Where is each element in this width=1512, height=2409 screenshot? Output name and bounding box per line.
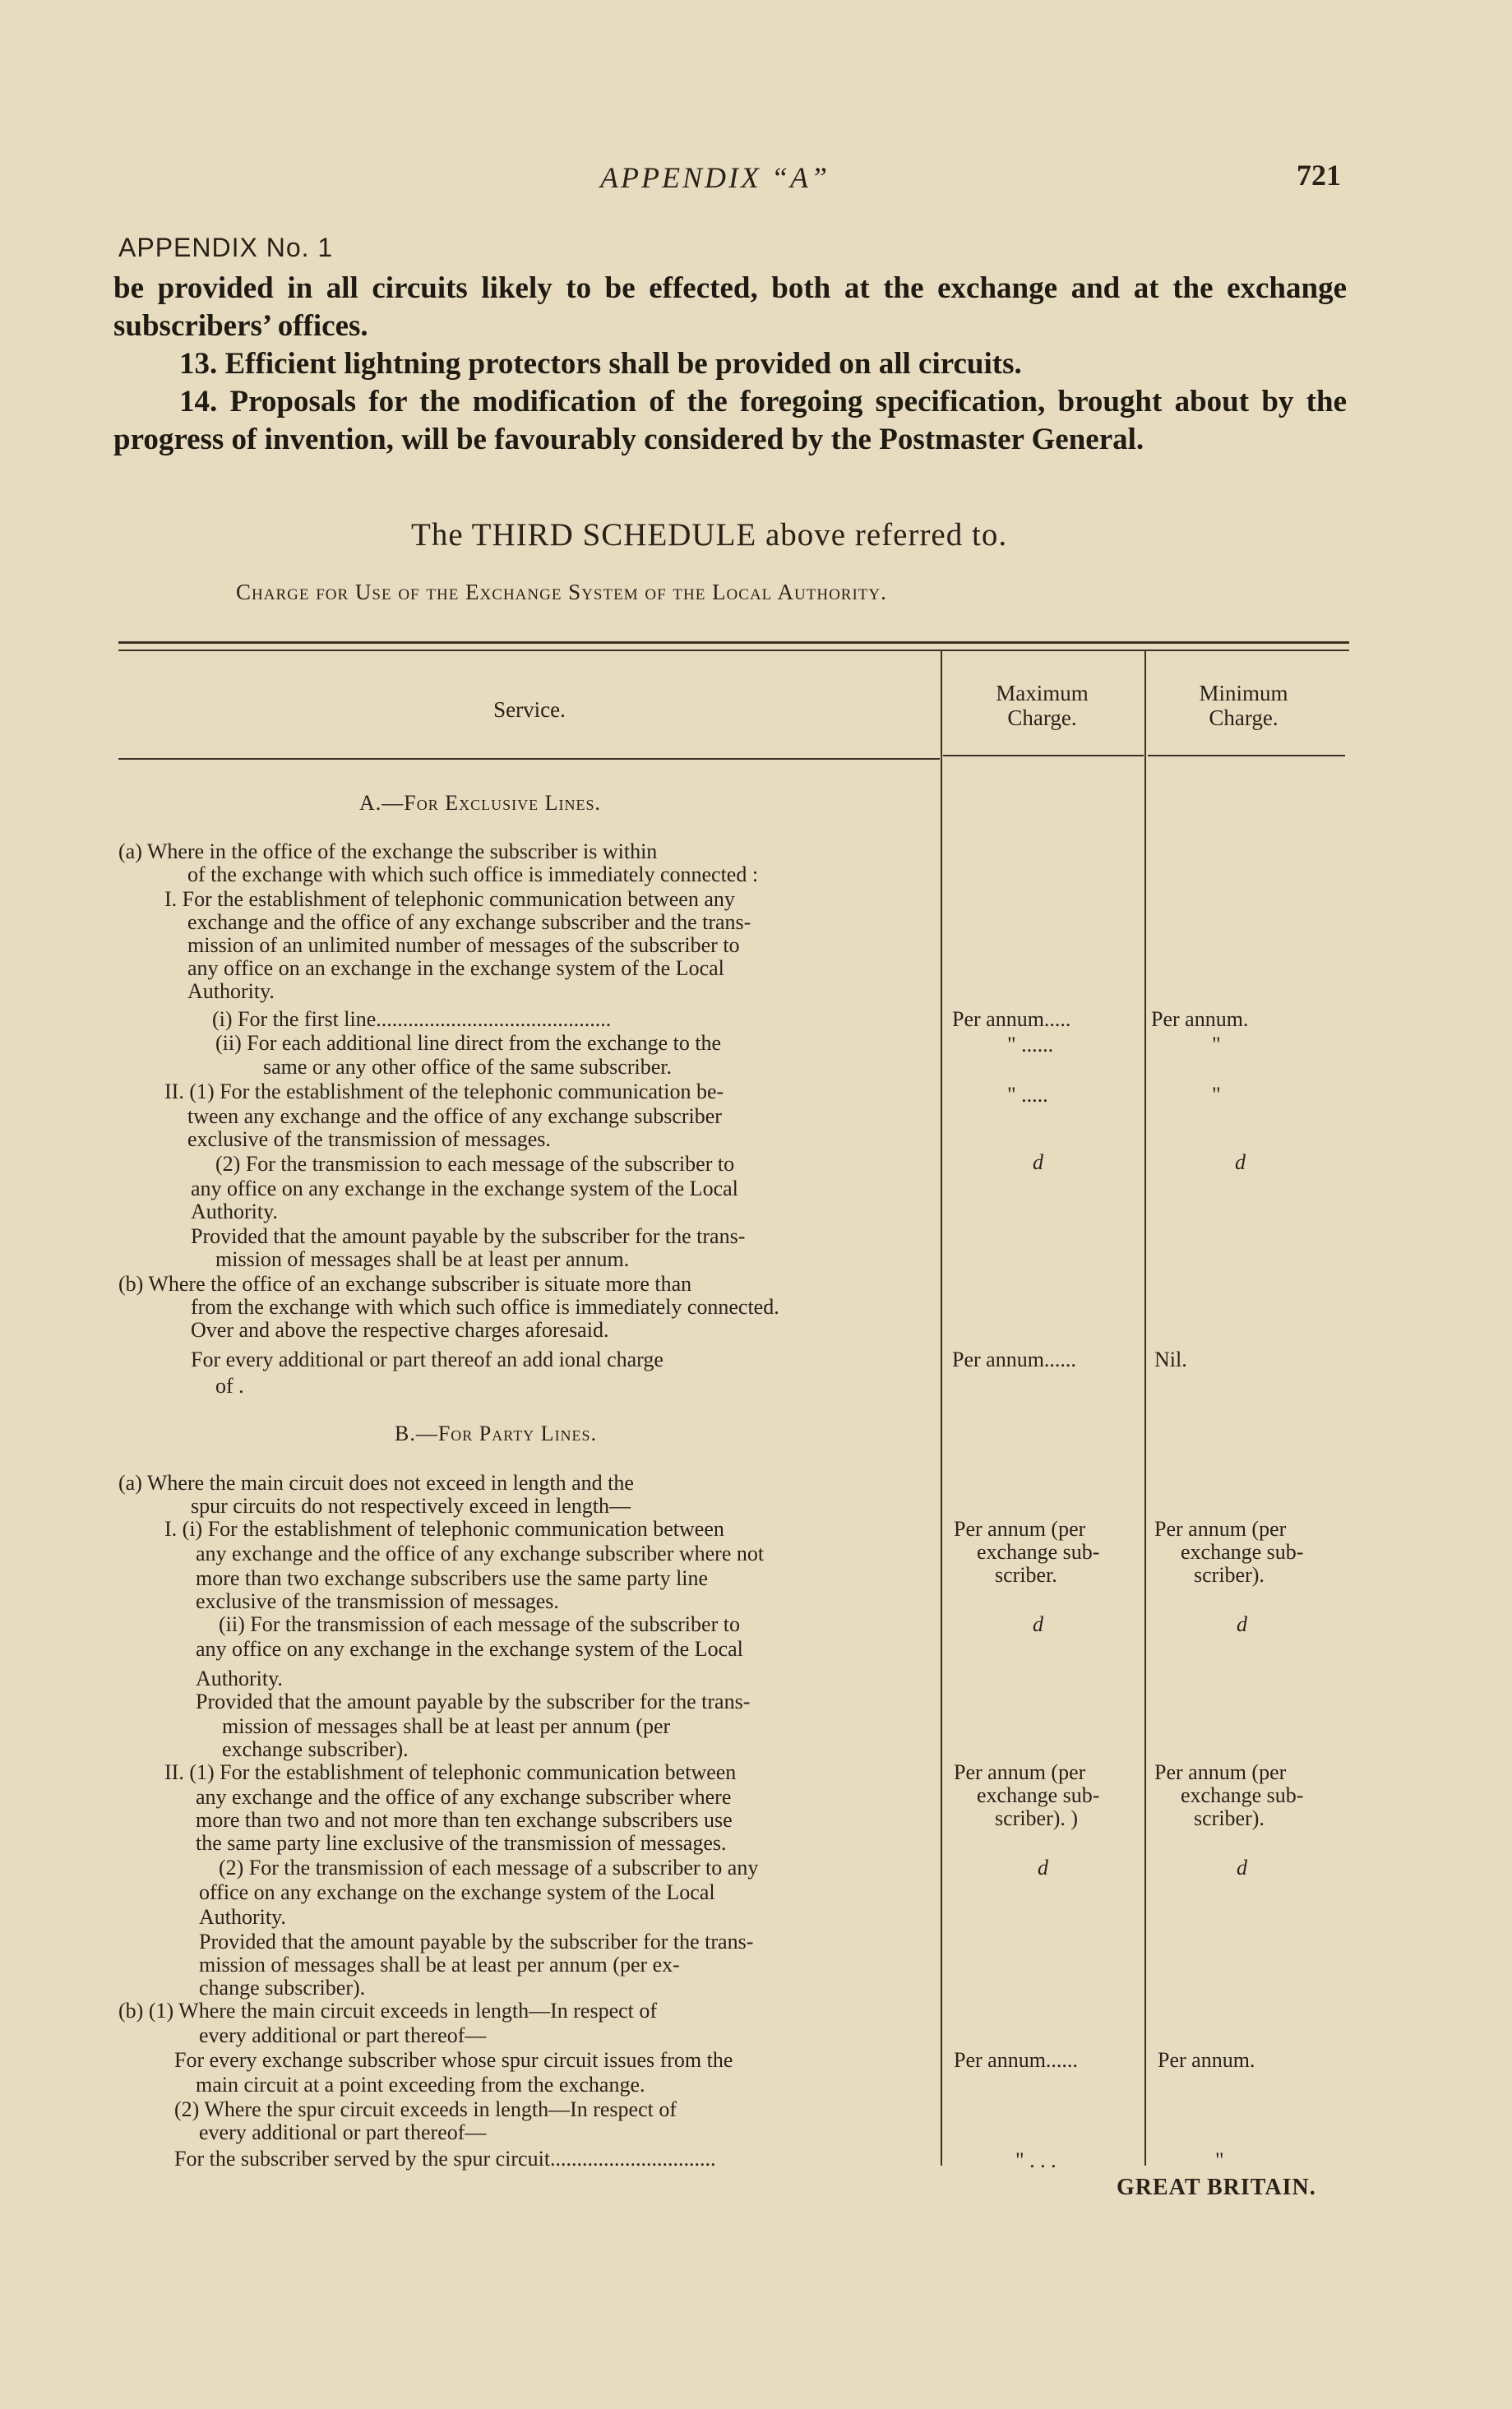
column-header-min: Minimum Charge. bbox=[1199, 681, 1288, 730]
table-row: same or any other office of the same subscriber. bbox=[263, 1055, 672, 1079]
max-charge: exchange sub- bbox=[977, 1540, 1100, 1564]
min-charge: d bbox=[1237, 1856, 1247, 1880]
table-row: mission of an unlimited number of messages of the subscriber to bbox=[187, 933, 740, 957]
min-charge: " bbox=[1212, 1033, 1221, 1057]
header-rule bbox=[118, 758, 940, 760]
table-row: II. (1) For the establishment of the telephonic communication be- bbox=[164, 1080, 724, 1103]
table-row: the same party line exclusive of the transmission of messages. bbox=[196, 1831, 727, 1855]
intro-text bbox=[113, 270, 1347, 459]
schedule-title: The THIRD SCHEDULE above referred to. bbox=[411, 517, 1008, 553]
column-divider bbox=[941, 651, 942, 2166]
table-row: tween any exchange and the office of any exchange subscriber bbox=[187, 1104, 722, 1128]
table-row: (ii) For the transmission of each message of the subscriber to bbox=[219, 1612, 740, 1636]
table-row: Over and above the respective charges aforesaid. bbox=[191, 1318, 609, 1342]
max-charge: d bbox=[1038, 1856, 1048, 1880]
max-charge: Per annum (per bbox=[954, 1760, 1086, 1784]
running-title: APPENDIX “A” bbox=[600, 161, 830, 194]
table-row: I. (i) For the establishment of telephonic communication between bbox=[164, 1517, 724, 1541]
max-charge: scriber). ) bbox=[995, 1806, 1079, 1830]
min-charge: exchange sub- bbox=[1181, 1783, 1304, 1807]
table-row: of the exchange with which such office is immediately connected : bbox=[187, 862, 759, 886]
min-charge: " bbox=[1212, 1083, 1221, 1107]
table-row: spur circuits do not respectively exceed in length— bbox=[191, 1494, 631, 1518]
min-charge: d bbox=[1237, 1612, 1247, 1636]
table-row: Authority. bbox=[191, 1200, 278, 1223]
max-charge: exchange sub- bbox=[977, 1783, 1100, 1807]
appendix-label: APPENDIX No. 1 bbox=[118, 233, 334, 262]
table-row: (b) Where the office of an exchange subscriber is situate more than bbox=[118, 1272, 692, 1296]
intro-paragraph: be provided in all circuits likely to be effected, both at the exchange and at the exchange subscribers’ offices. bbox=[113, 271, 1347, 343]
min-charge: d bbox=[1235, 1150, 1246, 1174]
column-header-max: Maximum Charge. bbox=[996, 681, 1089, 730]
column-header-service: Service. bbox=[493, 697, 566, 722]
min-charge: " bbox=[1215, 2148, 1224, 2172]
table-row: Provided that the amount payable by the subscriber for the trans- bbox=[196, 1690, 751, 1713]
table-row: mission of messages shall be at least per annum. bbox=[215, 1247, 630, 1271]
min-charge: Per annum (per bbox=[1154, 1517, 1287, 1541]
min-charge: Per annum. bbox=[1158, 2048, 1255, 2072]
table-row: (ii) For each additional line direct from the exchange to the bbox=[215, 1031, 722, 1055]
header-rule bbox=[943, 755, 1144, 756]
table-row: (2) For the transmission of each message of a subscriber to any bbox=[219, 1856, 759, 1880]
table-row: from the exchange with which such office is immediately connected. bbox=[191, 1295, 779, 1319]
schedule-subtitle: Charge for Use of the Exchange System of the Local Authority. bbox=[236, 580, 887, 604]
table-row: exclusive of the transmission of messages. bbox=[187, 1127, 551, 1151]
min-charge: Per annum. bbox=[1151, 1007, 1249, 1031]
table-row: change subscriber). bbox=[199, 1976, 366, 2000]
table-row: main circuit at a point exceeding from the exchange. bbox=[196, 2073, 645, 2097]
max-charge: Per annum (per bbox=[954, 1517, 1086, 1541]
table-row: mission of messages shall be at least per annum (per bbox=[222, 1714, 671, 1738]
table-row: II. (1) For the establishment of telephonic communication between bbox=[164, 1760, 737, 1784]
table-top-rule bbox=[118, 641, 1349, 644]
table-row: Authority. bbox=[196, 1667, 283, 1690]
table-row: Provided that the amount payable by the subscriber for the trans- bbox=[199, 1930, 754, 1954]
min-charge: scriber). bbox=[1194, 1806, 1265, 1830]
max-charge: Per annum...... bbox=[952, 1348, 1076, 1371]
table-row: more than two exchange subscribers use the same party line bbox=[196, 1566, 709, 1590]
min-charge: exchange sub- bbox=[1181, 1540, 1304, 1564]
table-row: For every exchange subscriber whose spur circuit issues from the bbox=[174, 2048, 733, 2072]
max-charge: d bbox=[1033, 1612, 1043, 1636]
page-number: 721 bbox=[1297, 159, 1341, 192]
table-row: (2) Where the spur circuit exceeds in length—In respect of bbox=[174, 2097, 677, 2121]
table-row: I. For the establishment of telephonic communication between any bbox=[164, 887, 735, 911]
table-row: Provided that the amount payable by the subscriber for the trans- bbox=[191, 1224, 746, 1248]
table-row: (i) For the first line............................................ bbox=[212, 1007, 612, 1031]
min-charge: Per annum (per bbox=[1154, 1760, 1287, 1784]
table-row: (a) Where the main circuit does not exceed in length and the bbox=[118, 1471, 634, 1495]
table-row: every additional or part thereof— bbox=[199, 2023, 487, 2047]
table-row: any exchange and the office of any exchange subscriber where not bbox=[196, 1542, 765, 1565]
table-row: more than two and not more than ten exchange subscribers use bbox=[196, 1808, 733, 1832]
table-row: Authority. bbox=[199, 1905, 286, 1929]
table-row: exchange subscriber). bbox=[222, 1737, 409, 1761]
min-charge: Nil. bbox=[1154, 1348, 1187, 1371]
table-row: exchange and the office of any exchange subscriber and the trans- bbox=[187, 910, 751, 934]
table-row: (a) Where in the office of the exchange the subscriber is within bbox=[118, 839, 658, 863]
table-row: any office on any exchange in the exchange system of the Local bbox=[196, 1637, 743, 1661]
max-charge: d bbox=[1033, 1150, 1043, 1174]
table-row: exclusive of the transmission of messages. bbox=[196, 1589, 559, 1613]
table-row: For the subscriber served by the spur circuit............................... bbox=[174, 2147, 716, 2171]
table-row: of . bbox=[215, 1374, 244, 1398]
min-charge: scriber). bbox=[1194, 1563, 1265, 1587]
table-row: office on any exchange on the exchange system of the Local bbox=[199, 1880, 715, 1904]
table-row: (b) (1) Where the main circuit exceeds in length—In respect of bbox=[118, 1999, 658, 2023]
max-charge: " . . . bbox=[1015, 2148, 1057, 2172]
column-divider bbox=[1144, 651, 1146, 2166]
max-charge: Per annum...... bbox=[954, 2048, 1078, 2072]
table-row: mission of messages shall be at least per annum (per ex- bbox=[199, 1953, 680, 1977]
max-charge: " ..... bbox=[1007, 1083, 1048, 1107]
max-charge: " ...... bbox=[1007, 1033, 1054, 1057]
section-heading: A.—For Exclusive Lines. bbox=[359, 791, 602, 815]
header-rule bbox=[1148, 755, 1345, 756]
max-charge: scriber. bbox=[995, 1563, 1057, 1587]
section-heading: B.—For Party Lines. bbox=[395, 1422, 598, 1445]
table-row: any office on an exchange in the exchange system of the Local bbox=[187, 956, 724, 980]
table-row: every additional or part thereof— bbox=[199, 2120, 487, 2144]
intro-paragraph: 13. Efficient lightning protectors shall be provided on all circuits. bbox=[179, 347, 1022, 381]
intro-paragraph: 14. Proposals for the modification of the foregoing specification, brought about by the progress of invention, will be favourably considered by the Postmaster General. bbox=[113, 385, 1347, 456]
table-row: Authority. bbox=[187, 979, 275, 1003]
table-row: For every additional or part thereof an add ional charge bbox=[191, 1348, 664, 1371]
table-top-rule bbox=[118, 650, 1349, 651]
table-row: (2) For the transmission to each message of the subscriber to bbox=[215, 1152, 735, 1176]
table-row: any office on any exchange in the exchange system of the Local bbox=[191, 1177, 738, 1200]
max-charge: Per annum..... bbox=[952, 1007, 1071, 1031]
table-row: any exchange and the office of any exchange subscriber where bbox=[196, 1785, 732, 1809]
footer-label: GREAT BRITAIN. bbox=[1117, 2175, 1316, 2200]
